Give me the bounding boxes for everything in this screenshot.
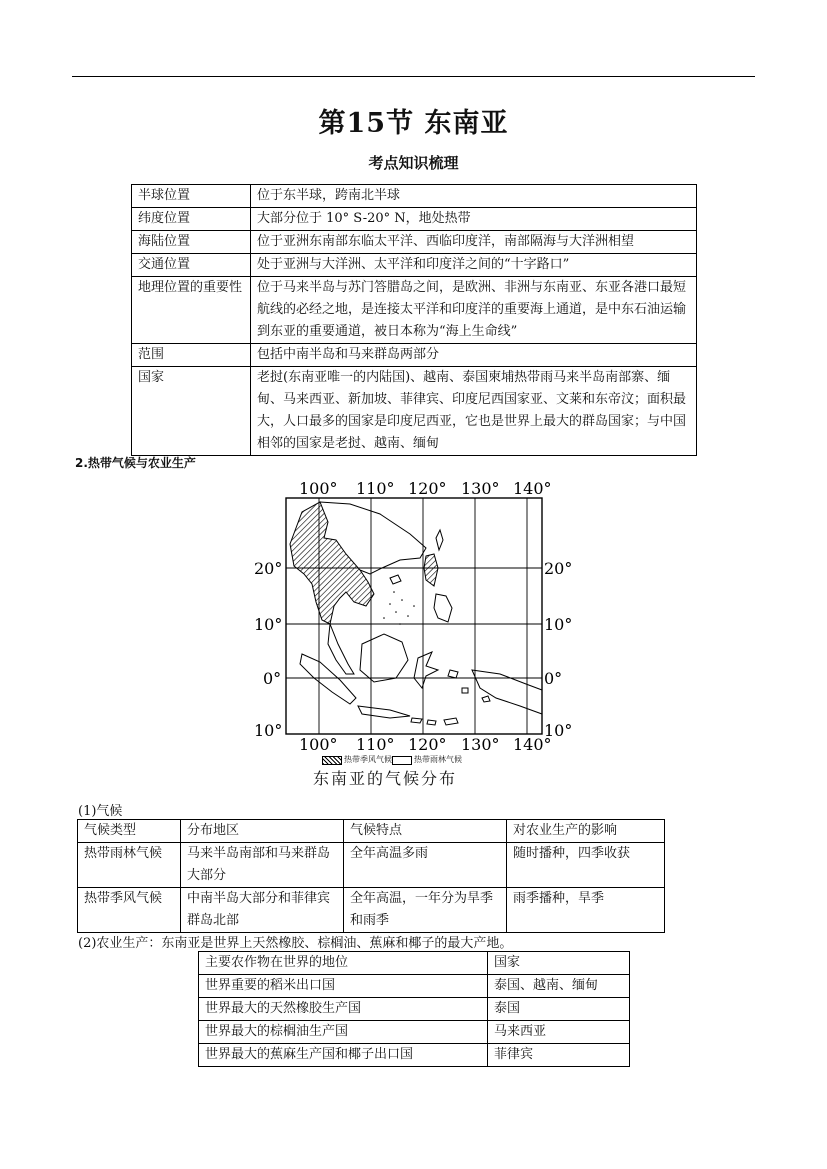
row-label: 海陆位置 — [132, 231, 251, 254]
philippines-north — [424, 554, 438, 586]
lon-top-3: 130° — [461, 479, 500, 498]
lon-top-2: 120° — [408, 479, 447, 498]
table-row — [132, 277, 697, 344]
column-header: 气候类型 — [78, 820, 181, 843]
row-value: 包括中南半岛和马来群岛两部分 — [251, 344, 697, 367]
scattered-islets — [383, 591, 415, 625]
row-label: 纬度位置 — [132, 208, 251, 231]
table-row — [199, 1044, 630, 1067]
table-cell: 菲律宾 — [488, 1044, 630, 1067]
table-row — [132, 231, 697, 254]
legend-swatch-monsoon — [322, 756, 342, 765]
map-legend — [322, 754, 462, 765]
agriculture-intro: (2)农业生产：东南亚是世界上天然橡胶、棕榈油、蕉麻和椰子的最大产地。 — [78, 936, 513, 951]
row-label: 范围 — [132, 344, 251, 367]
climate-map — [250, 474, 580, 764]
table-row — [199, 1021, 630, 1044]
table-cell: 全年高温多雨 — [344, 843, 507, 888]
row-value: 老挝(东南亚唯一的内陆国)、越南、泰国柬埔热带雨马来半岛南部寨、缅甸、马来西亚、新加坡、菲律宾、印度尼西国家亚、文莱和东帝汶；面积最大，人口最多的国家是印度尼西亚，它也是世界上最大的群岛国家；与中国相邻的国家是老挝、越南、缅甸 — [251, 367, 697, 456]
lon-top-0: 100° — [299, 479, 338, 498]
table-cell: 世界最大的棕榈油生产国 — [199, 1021, 488, 1044]
sulawesi — [414, 652, 438, 688]
column-header: 分布地区 — [181, 820, 344, 843]
row-label: 半球位置 — [132, 185, 251, 208]
lat-left-0: 20° — [254, 559, 283, 578]
row-label: 地理位置的重要性 — [132, 277, 251, 344]
row-label: 国家 — [132, 367, 251, 456]
java — [358, 706, 410, 718]
lon-top-4: 140° — [513, 479, 552, 498]
map-caption: 东南亚的气候分布 — [312, 769, 457, 788]
column-header: 主要农作物在世界的地位 — [199, 952, 488, 975]
table-cell: 热带季风气候 — [78, 888, 181, 933]
malay-peninsula — [328, 624, 354, 674]
taiwan — [436, 530, 443, 550]
climate-table — [77, 819, 665, 933]
table-cell: 世界重要的稻米出口国 — [199, 975, 488, 998]
table-row — [132, 344, 697, 367]
lon-bottom-1: 110° — [356, 735, 395, 754]
table-row — [199, 975, 630, 998]
section-subtitle: 考点知识梳理 — [368, 154, 459, 172]
agriculture-table — [198, 951, 630, 1067]
table-cell: 马来西亚 — [488, 1021, 630, 1044]
legend-monsoon: 热带季风气候 — [344, 755, 392, 764]
new-guinea — [472, 670, 542, 714]
sumatra — [300, 654, 356, 704]
page-title: 第15节 东南亚 — [318, 108, 509, 139]
table-cell: 随时播种，四季收获 — [507, 843, 665, 888]
row-value: 处于亚洲与大洋洲、太平洋和印度洋之间的“十字路口” — [251, 254, 697, 277]
table-row — [132, 208, 697, 231]
table-cell: 世界最大的天然橡胶生产国 — [199, 998, 488, 1021]
lat-right-1: 10° — [544, 615, 573, 634]
row-value: 位于东半球，跨南北半球 — [251, 185, 697, 208]
lon-bottom-0: 100° — [299, 735, 338, 754]
table-row — [78, 888, 665, 933]
table-cell: 马来半岛南部和马来群岛大部分 — [181, 843, 344, 888]
legend-swatch-rainforest — [392, 756, 412, 765]
row-value: 位于亚洲东南部东临太平洋、西临印度洋，南部隔海与大洋洲相望 — [251, 231, 697, 254]
lon-bottom-4: 140° — [513, 735, 552, 754]
table-row — [132, 254, 697, 277]
table-row — [199, 998, 630, 1021]
monsoon-region — [290, 502, 374, 624]
hainan — [390, 575, 401, 584]
lon-top-1: 110° — [356, 479, 395, 498]
table-cell: 热带雨林气候 — [78, 843, 181, 888]
table-cell: 全年高温，一年分为旱季和雨季 — [344, 888, 507, 933]
table-cell: 中南半岛大部分和菲律宾群岛北部 — [181, 888, 344, 933]
philippines-south — [434, 594, 452, 622]
lat-right-0: 20° — [544, 559, 573, 578]
lat-left-1: 10° — [254, 615, 283, 634]
lat-left-2: 0° — [263, 669, 282, 688]
lon-bottom-2: 120° — [408, 735, 447, 754]
column-header: 气候特点 — [344, 820, 507, 843]
lat-left-3: 10° — [254, 721, 283, 740]
table-row — [78, 843, 665, 888]
borneo — [360, 634, 408, 682]
climate-intro: (1)气候 — [78, 804, 123, 819]
location-table — [131, 184, 697, 456]
column-header: 对农业生产的影响 — [507, 820, 665, 843]
row-label: 交通位置 — [132, 254, 251, 277]
lon-bottom-3: 130° — [461, 735, 500, 754]
section-2-heading: 2.热带气候与农业生产 — [75, 456, 196, 470]
lat-right-3: 10° — [544, 721, 573, 740]
table-cell: 世界最大的蕉麻生产国和椰子出口国 — [199, 1044, 488, 1067]
lat-right-2: 0° — [544, 669, 563, 688]
row-value: 大部分位于 10° S-20° N，地处热带 — [251, 208, 697, 231]
header-rule — [72, 76, 755, 77]
column-header: 国家 — [488, 952, 630, 975]
table-cell: 泰国 — [488, 998, 630, 1021]
table-cell: 雨季播种，旱季 — [507, 888, 665, 933]
row-value: 位于马来半岛与苏门答腊岛之间，是欧洲、非洲与东南亚、东亚各港口最短航线的必经之地，是连接太平洋和印度洋的重要海上通道，是中东石油运输到东亚的重要通道，被日本称为“海上生命线” — [251, 277, 697, 344]
table-cell: 泰国、越南、缅甸 — [488, 975, 630, 998]
table-row — [132, 185, 697, 208]
table-row — [132, 367, 697, 456]
legend-rainforest: 热带雨林气候 — [414, 755, 462, 764]
